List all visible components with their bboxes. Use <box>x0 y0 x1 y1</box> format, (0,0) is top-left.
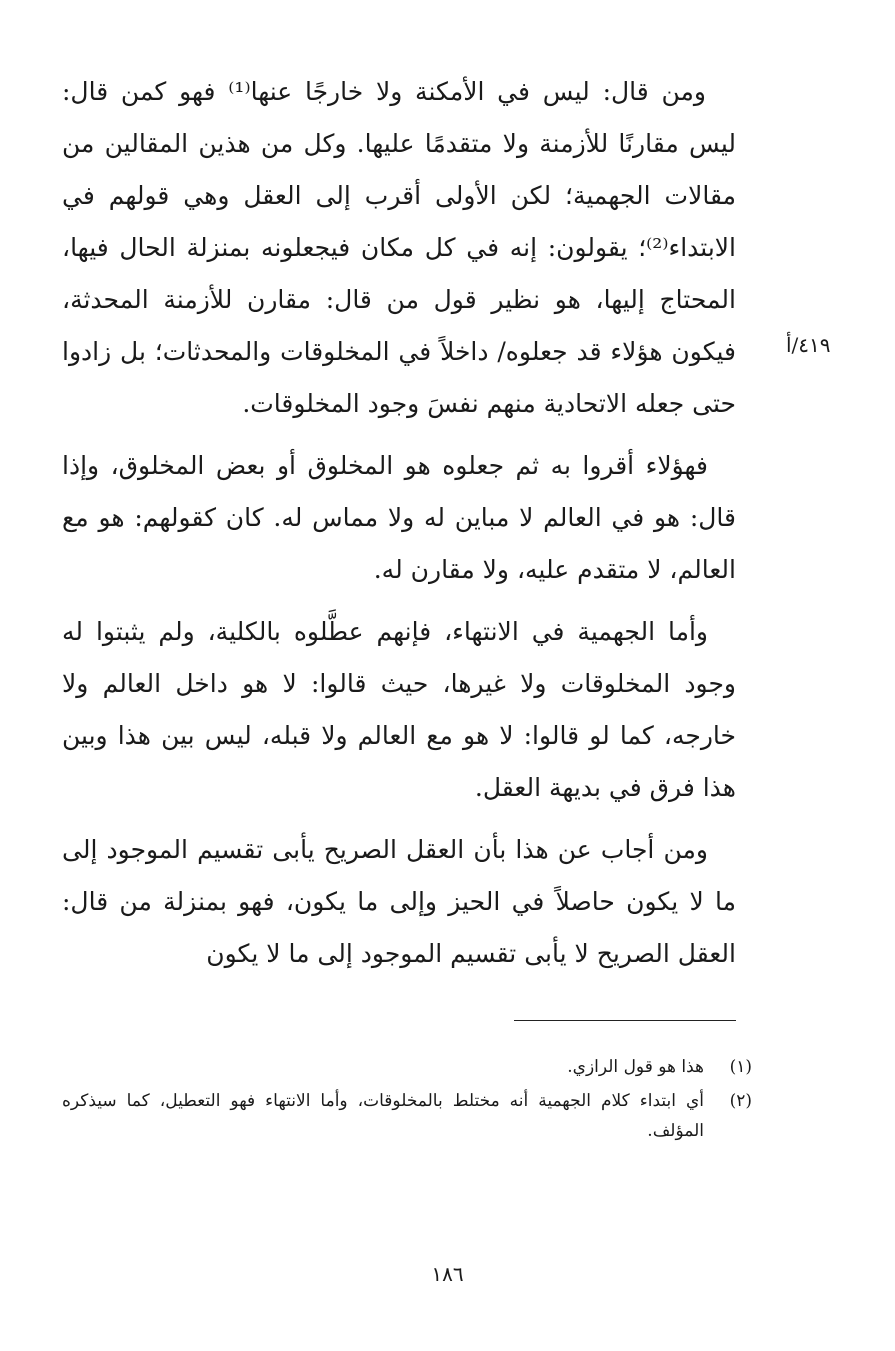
footnote-text: هذا هو قول الرازي. <box>567 1057 704 1077</box>
paragraph-1: ومن قال: ليس في الأمكنة ولا خارجًا عنها⁽¹⁾ فهو كمن قال: ليس مقارنًا للأزمنة ولا متقدمًا عليها. وكل من هذين المقالين من مقالات الجهمية؛ لكن الأولى أقرب إلى العقل وهي قولهم في الابتداء⁽²⁾؛ يقولون: إنه في كل مكان فيجعلونه بمنزلة الحال فيها، المحتاج إليها، هو نظير قول من قال: مقارن للأزمنة المحدثة، فيكون هؤلاء قد جعلوه/ داخلاً في المخلوقات والمحدثات؛ بل زادوا حتى جعله الاتحادية منهم نفسَ وجود المخلوقات. <box>62 77 736 418</box>
footnote-text: أي ابتداء كلام الجهمية أنه مختلط بالمخلوقات، وأما الانتهاء فهو التعطيل، كما سيذكره المؤلف. <box>62 1091 704 1141</box>
footnotes <box>62 1052 752 1150</box>
footnote-divider <box>514 1020 736 1021</box>
manuscript-folio-note: ٤١٩/أ <box>786 333 831 357</box>
main-text <box>62 66 736 990</box>
footnote-1 <box>62 1052 752 1082</box>
page-number: ١٨٦ <box>431 1262 464 1286</box>
paragraph-2: فهؤلاء أقروا به ثم جعلوه هو المخلوق أو بعض المخلوق، وإذا قال: هو في العالم لا مباين له ولا مماس له. كان كقولهم: هو مع العالم، لا متقدم عليه، ولا مقارن له. <box>62 451 736 584</box>
footnote-number: (٢) <box>729 1091 752 1111</box>
footnote-2 <box>62 1086 752 1146</box>
footnote-number: (١) <box>729 1057 752 1077</box>
paragraph-4: ومن أجاب عن هذا بأن العقل الصريح يأبى تقسيم الموجود إلى ما لا يكون حاصلاً في الحيز وإلى ما يكون، فهو بمنزلة من قال: العقل الصريح لا يأبى تقسيم الموجود إلى ما لا يكون <box>62 835 736 968</box>
paragraph-3: وأما الجهمية في الانتهاء، فإنهم عطَّلوه بالكلية، ولم يثبتوا له وجود المخلوقات ولا غيرها، حيث قالوا: لا هو داخل العالم ولا خارجه، كما لو قالوا: لا هو مع العالم ولا قبله، ليس بين هذا وبين هذا فرق في بديهة العقل. <box>62 617 736 802</box>
